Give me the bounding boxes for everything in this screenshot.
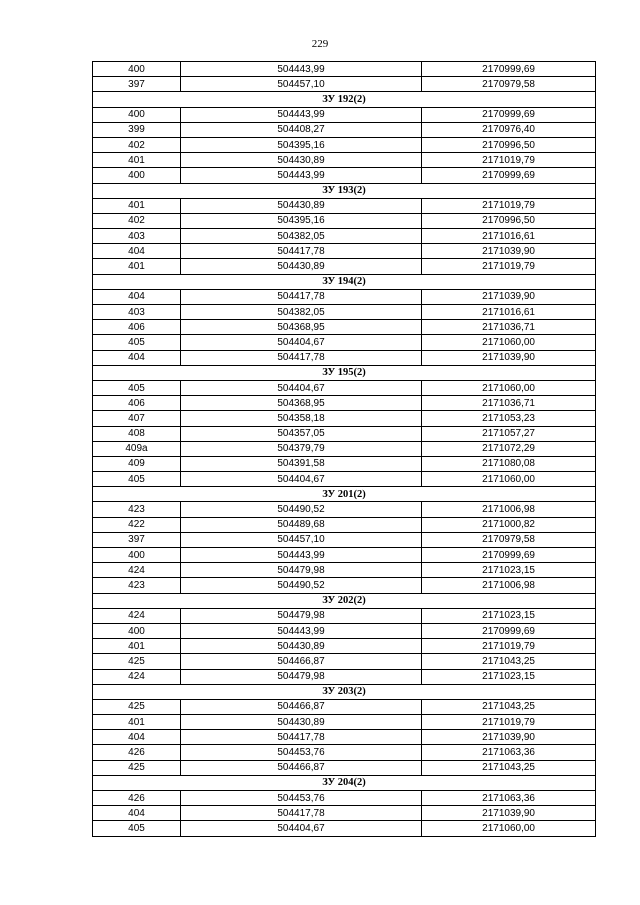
point-number-cell: 400: [93, 168, 181, 183]
point-number-cell: 401: [93, 259, 181, 274]
x-coordinate-cell: 504466,87: [181, 760, 422, 775]
parcel-header-row: [93, 183, 596, 198]
x-coordinate-cell: 504404,67: [181, 335, 422, 350]
point-number-cell: 424: [93, 563, 181, 578]
table-row: [93, 335, 596, 350]
x-coordinate-cell: 504391,58: [181, 456, 422, 471]
x-coordinate-cell: 504368,95: [181, 396, 422, 411]
point-number-cell: 400: [93, 548, 181, 563]
parcel-header: ЗУ 194(2): [93, 274, 596, 289]
point-number-cell: 425: [93, 699, 181, 714]
x-coordinate-cell: 504466,87: [181, 699, 422, 714]
table-row: [93, 791, 596, 806]
y-coordinate-cell: 2170999,69: [422, 623, 596, 638]
table-row: [93, 320, 596, 335]
point-number-cell: 403: [93, 305, 181, 320]
point-number-cell: 397: [93, 532, 181, 547]
table-row: [93, 821, 596, 836]
x-coordinate-cell: 504395,16: [181, 137, 422, 152]
parcel-header-row: [93, 775, 596, 790]
table-row: [93, 137, 596, 152]
parcel-header: ЗУ 202(2): [93, 593, 596, 608]
parcel-header: ЗУ 204(2): [93, 775, 596, 790]
table-row: [93, 411, 596, 426]
point-number-cell: 402: [93, 213, 181, 228]
y-coordinate-cell: 2171036,71: [422, 320, 596, 335]
table-row: [93, 350, 596, 365]
x-coordinate-cell: 504430,89: [181, 639, 422, 654]
y-coordinate-cell: 2171019,79: [422, 198, 596, 213]
x-coordinate-cell: 504417,78: [181, 730, 422, 745]
parcel-header-row: [93, 487, 596, 502]
point-number-cell: 400: [93, 107, 181, 122]
table-row: [93, 259, 596, 274]
parcel-header: ЗУ 193(2): [93, 183, 596, 198]
point-number-cell: 426: [93, 745, 181, 760]
point-number-cell: 400: [93, 62, 181, 77]
point-number-cell: 404: [93, 244, 181, 259]
y-coordinate-cell: 2171080,08: [422, 456, 596, 471]
table-row: [93, 623, 596, 638]
table-row: [93, 380, 596, 395]
point-number-cell: 405: [93, 380, 181, 395]
y-coordinate-cell: 2170999,69: [422, 107, 596, 122]
table-row: [93, 715, 596, 730]
table-row: [93, 153, 596, 168]
point-number-cell: 404: [93, 730, 181, 745]
parcel-header-row: [93, 92, 596, 107]
x-coordinate-cell: 504457,10: [181, 77, 422, 92]
y-coordinate-cell: 2171060,00: [422, 380, 596, 395]
table-row: [93, 699, 596, 714]
y-coordinate-cell: 2170996,50: [422, 137, 596, 152]
x-coordinate-cell: 504453,76: [181, 791, 422, 806]
point-number-cell: 406: [93, 320, 181, 335]
y-coordinate-cell: 2171019,79: [422, 153, 596, 168]
x-coordinate-cell: 504417,78: [181, 350, 422, 365]
table-row: [93, 669, 596, 684]
parcel-header: ЗУ 192(2): [93, 92, 596, 107]
y-coordinate-cell: 2171019,79: [422, 259, 596, 274]
y-coordinate-cell: 2171060,00: [422, 821, 596, 836]
table-row: [93, 532, 596, 547]
x-coordinate-cell: 504443,99: [181, 107, 422, 122]
table-row: [93, 608, 596, 623]
point-number-cell: 399: [93, 122, 181, 137]
table-row: [93, 229, 596, 244]
point-number-cell: 409а: [93, 441, 181, 456]
y-coordinate-cell: 2171019,79: [422, 715, 596, 730]
point-number-cell: 405: [93, 335, 181, 350]
x-coordinate-cell: 504382,05: [181, 305, 422, 320]
table-row: [93, 456, 596, 471]
y-coordinate-cell: 2171016,61: [422, 305, 596, 320]
y-coordinate-cell: 2171043,25: [422, 760, 596, 775]
x-coordinate-cell: 504430,89: [181, 259, 422, 274]
page-number: 229: [311, 38, 329, 50]
y-coordinate-cell: 2171043,25: [422, 699, 596, 714]
x-coordinate-cell: 504379,79: [181, 441, 422, 456]
point-number-cell: 401: [93, 153, 181, 168]
x-coordinate-cell: 504479,98: [181, 563, 422, 578]
table-row: [93, 639, 596, 654]
y-coordinate-cell: 2171043,25: [422, 654, 596, 669]
table-row: [93, 198, 596, 213]
y-coordinate-cell: 2171063,36: [422, 791, 596, 806]
table-row: [93, 305, 596, 320]
x-coordinate-cell: 504417,78: [181, 806, 422, 821]
y-coordinate-cell: 2171039,90: [422, 289, 596, 304]
x-coordinate-cell: 504443,99: [181, 62, 422, 77]
point-number-cell: 405: [93, 472, 181, 487]
x-coordinate-cell: 504443,99: [181, 623, 422, 638]
table-row: [93, 62, 596, 77]
point-number-cell: 406: [93, 396, 181, 411]
y-coordinate-cell: 2171006,98: [422, 502, 596, 517]
y-coordinate-cell: 2171063,36: [422, 745, 596, 760]
parcel-header: ЗУ 203(2): [93, 684, 596, 699]
table-row: [93, 168, 596, 183]
x-coordinate-cell: 504490,52: [181, 502, 422, 517]
y-coordinate-cell: 2171036,71: [422, 396, 596, 411]
x-coordinate-cell: 504443,99: [181, 548, 422, 563]
point-number-cell: 403: [93, 229, 181, 244]
point-number-cell: 407: [93, 411, 181, 426]
y-coordinate-cell: 2170999,69: [422, 548, 596, 563]
y-coordinate-cell: 2171072,29: [422, 441, 596, 456]
y-coordinate-cell: 2171023,15: [422, 563, 596, 578]
table-row: [93, 244, 596, 259]
table-row: [93, 578, 596, 593]
x-coordinate-cell: 504357,05: [181, 426, 422, 441]
point-number-cell: 397: [93, 77, 181, 92]
table-row: [93, 122, 596, 137]
table-row: [93, 213, 596, 228]
y-coordinate-cell: 2170999,69: [422, 168, 596, 183]
table-row: [93, 548, 596, 563]
y-coordinate-cell: 2171057,27: [422, 426, 596, 441]
table-row: [93, 472, 596, 487]
x-coordinate-cell: 504479,98: [181, 669, 422, 684]
x-coordinate-cell: 504490,52: [181, 578, 422, 593]
x-coordinate-cell: 504479,98: [181, 608, 422, 623]
coordinates-table-body: [93, 62, 596, 837]
y-coordinate-cell: 2171023,15: [422, 669, 596, 684]
y-coordinate-cell: 2171039,90: [422, 350, 596, 365]
x-coordinate-cell: 504457,10: [181, 532, 422, 547]
point-number-cell: 408: [93, 426, 181, 441]
point-number-cell: 423: [93, 578, 181, 593]
y-coordinate-cell: 2170979,58: [422, 77, 596, 92]
y-coordinate-cell: 2171060,00: [422, 335, 596, 350]
y-coordinate-cell: 2171060,00: [422, 472, 596, 487]
y-coordinate-cell: 2171016,61: [422, 229, 596, 244]
table-row: [93, 760, 596, 775]
table-row: [93, 806, 596, 821]
y-coordinate-cell: 2171023,15: [422, 608, 596, 623]
x-coordinate-cell: 504404,67: [181, 472, 422, 487]
point-number-cell: 404: [93, 806, 181, 821]
point-number-cell: 404: [93, 289, 181, 304]
y-coordinate-cell: 2171019,79: [422, 639, 596, 654]
point-number-cell: 402: [93, 137, 181, 152]
parcel-header-row: [93, 365, 596, 380]
x-coordinate-cell: 504489,68: [181, 517, 422, 532]
table-row: [93, 107, 596, 122]
point-number-cell: 401: [93, 639, 181, 654]
x-coordinate-cell: 504358,18: [181, 411, 422, 426]
table-row: [93, 654, 596, 669]
point-number-cell: 401: [93, 198, 181, 213]
y-coordinate-cell: 2171000,82: [422, 517, 596, 532]
x-coordinate-cell: 504368,95: [181, 320, 422, 335]
table-row: [93, 77, 596, 92]
parcel-header-row: [93, 684, 596, 699]
y-coordinate-cell: 2171039,90: [422, 806, 596, 821]
y-coordinate-cell: 2170979,58: [422, 532, 596, 547]
table-row: [93, 441, 596, 456]
point-number-cell: 401: [93, 715, 181, 730]
parcel-header-row: [93, 593, 596, 608]
x-coordinate-cell: 504430,89: [181, 153, 422, 168]
x-coordinate-cell: 504417,78: [181, 289, 422, 304]
x-coordinate-cell: 504430,89: [181, 198, 422, 213]
y-coordinate-cell: 2171053,23: [422, 411, 596, 426]
coordinates-table: [92, 61, 596, 837]
point-number-cell: 425: [93, 654, 181, 669]
point-number-cell: 425: [93, 760, 181, 775]
table-row: [93, 289, 596, 304]
x-coordinate-cell: 504443,99: [181, 168, 422, 183]
table-row: [93, 502, 596, 517]
table-row: [93, 730, 596, 745]
y-coordinate-cell: 2171006,98: [422, 578, 596, 593]
x-coordinate-cell: 504466,87: [181, 654, 422, 669]
y-coordinate-cell: 2171039,90: [422, 244, 596, 259]
x-coordinate-cell: 504382,05: [181, 229, 422, 244]
x-coordinate-cell: 504395,16: [181, 213, 422, 228]
table-row: [93, 517, 596, 532]
table-row: [93, 396, 596, 411]
x-coordinate-cell: 504404,67: [181, 821, 422, 836]
y-coordinate-cell: 2170996,50: [422, 213, 596, 228]
y-coordinate-cell: 2170976,40: [422, 122, 596, 137]
x-coordinate-cell: 504453,76: [181, 745, 422, 760]
x-coordinate-cell: 504404,67: [181, 380, 422, 395]
point-number-cell: 422: [93, 517, 181, 532]
x-coordinate-cell: 504430,89: [181, 715, 422, 730]
x-coordinate-cell: 504408,27: [181, 122, 422, 137]
y-coordinate-cell: 2171039,90: [422, 730, 596, 745]
parcel-header: ЗУ 195(2): [93, 365, 596, 380]
x-coordinate-cell: 504417,78: [181, 244, 422, 259]
point-number-cell: 405: [93, 821, 181, 836]
point-number-cell: 423: [93, 502, 181, 517]
point-number-cell: 424: [93, 608, 181, 623]
parcel-header: ЗУ 201(2): [93, 487, 596, 502]
point-number-cell: 424: [93, 669, 181, 684]
point-number-cell: 426: [93, 791, 181, 806]
table-row: [93, 563, 596, 578]
point-number-cell: 400: [93, 623, 181, 638]
point-number-cell: 409: [93, 456, 181, 471]
point-number-cell: 404: [93, 350, 181, 365]
y-coordinate-cell: 2170999,69: [422, 62, 596, 77]
table-row: [93, 426, 596, 441]
parcel-header-row: [93, 274, 596, 289]
table-row: [93, 745, 596, 760]
